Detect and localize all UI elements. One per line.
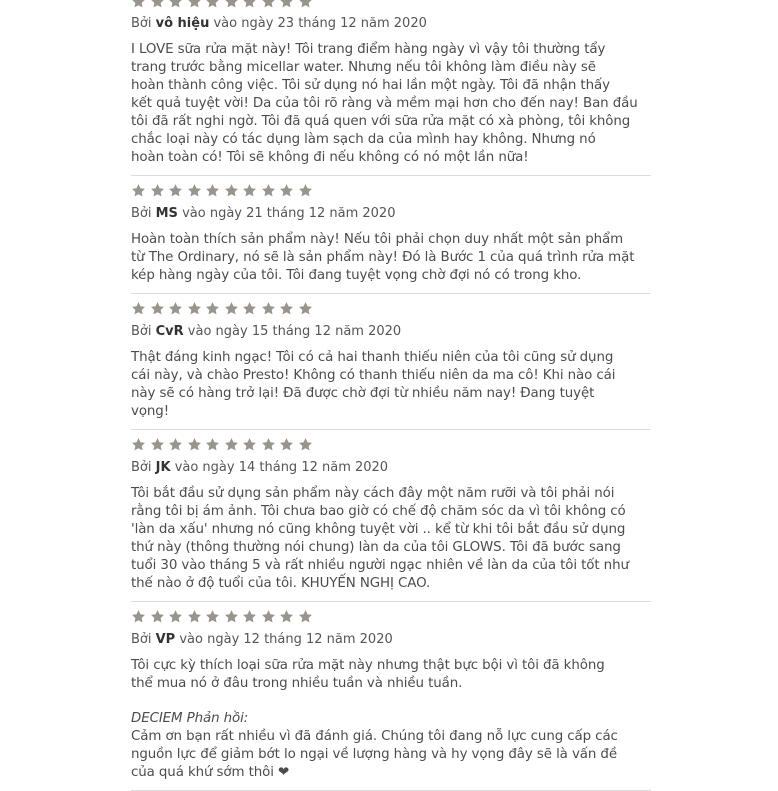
- star-icon: [224, 300, 243, 316]
- review-text-line: Thật đáng kinh ngạc! Tôi có cả hai thanh thiếu niên của tôi cũng sử dụng: [131, 350, 614, 365]
- star-icon: [168, 436, 187, 452]
- review-text-line: kết quả tuyệt vời! Da của tôi rõ ràng và mềm mại hơn cho đến nay! Ban đầu: [131, 96, 638, 111]
- star-icon: [242, 182, 261, 198]
- star-icon: [205, 300, 224, 316]
- star-icon: [242, 0, 261, 9]
- review-text-line: tôi đã rất nghi ngờ. Tôi đã quá quen với sữa rửa mặt có xà phòng, tôi không: [131, 114, 631, 129]
- review-text-line: hoàn thành công việc. Tôi sử dụng nó hai lần một ngày. Tôi đã nhận thấy: [131, 78, 610, 93]
- star-icon: [131, 300, 150, 316]
- star-icon: [298, 300, 317, 316]
- review-author: CvR: [155, 324, 184, 339]
- review-item: [131, 0, 651, 176]
- review-text-line: Tôi cực kỳ thích loại sữa rửa mặt này nhưng thật bực bội vì tôi đã không: [131, 658, 605, 673]
- review-body: [131, 349, 651, 421]
- star-icon: [279, 300, 298, 316]
- review-text-line: cái này, và chào Presto! Không có thanh thiếu niên da ma cô! Khi nào cái: [131, 368, 616, 383]
- star-icon: [298, 436, 317, 452]
- review-author: VP: [155, 632, 176, 647]
- review-text-line: từ The Ordinary, nó sẽ là sản phẩm này! Đó là Bước 1 của quá trình rửa mặt: [131, 250, 635, 265]
- review-text-line: thứ này (thông thường nói chung) làn da của tôi GLOWS. Tôi đã bước sang: [131, 540, 621, 555]
- star-rating: [131, 300, 651, 316]
- review-author: vô hiệu: [155, 16, 210, 31]
- review-text-line: Hoàn toàn thích sản phẩm này! Nếu tôi phải chọn duy nhất một sản phẩm: [131, 232, 624, 247]
- star-rating: [131, 0, 651, 8]
- by-prefix: Bởi: [131, 16, 152, 31]
- star-icon: [298, 0, 317, 9]
- review-body: [131, 485, 651, 593]
- review-text-line: hoàn toàn có! Tôi sẽ không đi nếu không có nó một lần nữa!: [131, 150, 529, 165]
- review-list: [131, 0, 651, 791]
- reply-label: DECIEM Phản hồi:: [131, 711, 249, 726]
- star-icon: [279, 436, 298, 452]
- star-icon: [168, 300, 187, 316]
- review-text-line: rằng tôi bị ám ảnh. Tôi chưa bao giờ có chế độ chăm sóc da vì tôi không có: [131, 504, 626, 519]
- star-icon: [205, 0, 224, 9]
- review-author: MS: [155, 206, 178, 221]
- review-byline: [131, 324, 651, 339]
- review-text-line: này sẽ có hàng trở lại! Đã được chờ đợi từ nhiều năm nay! Đang tuyệt: [131, 386, 595, 401]
- star-icon: [168, 608, 187, 624]
- review-byline: [131, 206, 651, 221]
- review-body: [131, 231, 651, 285]
- star-icon: [205, 182, 224, 198]
- review-item: [131, 176, 651, 294]
- star-rating: [131, 436, 651, 452]
- review-text-line: chắc loại này có tác dụng làm sạch da của mình hay không. Nhưng nó: [131, 132, 596, 147]
- star-icon: [261, 182, 280, 198]
- star-icon: [261, 608, 280, 624]
- star-icon: [205, 608, 224, 624]
- review-text-line: kép hàng ngày của tôi. Tôi đang tuyệt vọng chờ đợi nó có trong kho.: [131, 268, 582, 283]
- review-item: [131, 602, 651, 791]
- star-icon: [150, 0, 169, 9]
- review-date: vào ngày 15 tháng 12 năm 2020: [187, 324, 402, 339]
- star-icon: [187, 300, 206, 316]
- review-body: [131, 41, 651, 167]
- star-icon: [224, 0, 243, 9]
- star-icon: [150, 608, 169, 624]
- star-icon: [224, 436, 243, 452]
- star-icon: [242, 300, 261, 316]
- star-rating: [131, 608, 651, 624]
- review-byline: [131, 16, 651, 31]
- star-icon: [131, 608, 150, 624]
- review-text-line: Tôi bắt đầu sử dụng sản phẩm này cách đây một năm rưỡi và tôi phải nói: [131, 486, 615, 501]
- star-icon: [279, 0, 298, 9]
- review-text-line: trang trước bằng micellar water. Nhưng nếu tôi không làm điều này sẽ: [131, 60, 596, 75]
- by-prefix: Bởi: [131, 632, 152, 647]
- star-icon: [242, 436, 261, 452]
- by-prefix: Bởi: [131, 324, 152, 339]
- star-icon: [187, 0, 206, 9]
- deciem-reply: [131, 710, 651, 782]
- star-icon: [224, 608, 243, 624]
- star-icon: [224, 182, 243, 198]
- star-icon: [242, 608, 261, 624]
- star-icon: [279, 182, 298, 198]
- review-date: vào ngày 23 tháng 12 năm 2020: [213, 16, 427, 31]
- reply-text-line: nguồn lực để giảm bớt lo ngại về lượng hàng và hy vọng đây sẽ là vấn đề: [131, 747, 617, 762]
- star-icon: [261, 436, 280, 452]
- star-icon: [168, 182, 187, 198]
- review-item: [131, 294, 651, 430]
- by-prefix: Bởi: [131, 460, 152, 475]
- review-text-line: thế nào ở độ tuổi của tôi. KHUYẾN NGHỊ CAO.: [131, 576, 431, 591]
- star-icon: [261, 300, 280, 316]
- review-text-line: vọng!: [131, 404, 169, 419]
- review-body: [131, 657, 651, 782]
- review-text-line: 'làn da xấu' nhưng nó cũng không tuyệt vời .. kể từ khi tôi bắt đầu sử dụng: [131, 522, 626, 537]
- review-byline: [131, 632, 651, 647]
- star-icon: [187, 182, 206, 198]
- star-rating: [131, 182, 651, 198]
- review-date: vào ngày 12 tháng 12 năm 2020: [179, 632, 393, 647]
- review-text-line: thể mua nó ở đâu trong nhiều tuần và nhiều tuần.: [131, 676, 463, 691]
- review-item: [131, 430, 651, 602]
- review-date: vào ngày 14 tháng 12 năm 2020: [174, 460, 389, 475]
- star-icon: [187, 436, 206, 452]
- star-icon: [150, 182, 169, 198]
- star-icon: [298, 608, 317, 624]
- review-byline: [131, 460, 651, 475]
- review-author: JK: [155, 460, 171, 475]
- star-icon: [131, 182, 150, 198]
- star-icon: [131, 436, 150, 452]
- review-text-line: tuổi 30 vào tháng 5 và rất nhiều người ngạc nhiên về làn da của tôi tốt như: [131, 558, 629, 573]
- star-icon: [261, 0, 280, 9]
- star-icon: [131, 0, 150, 9]
- star-icon: [205, 436, 224, 452]
- reply-text-line: của quá khứ sớm thôi ❤: [131, 765, 290, 780]
- star-icon: [187, 608, 206, 624]
- star-icon: [150, 300, 169, 316]
- star-icon: [150, 436, 169, 452]
- review-date: vào ngày 21 tháng 12 năm 2020: [182, 206, 396, 221]
- reply-text-line: Cảm ơn bạn rất nhiều vì đã đánh giá. Chúng tôi đang nỗ lực cung cấp các: [131, 729, 618, 744]
- by-prefix: Bởi: [131, 206, 152, 221]
- star-icon: [279, 608, 298, 624]
- star-icon: [168, 0, 187, 9]
- review-text-line: I LOVE sữa rửa mặt này! Tôi trang điểm hàng ngày vì vậy tôi thường tẩy: [131, 42, 606, 57]
- star-icon: [298, 182, 317, 198]
